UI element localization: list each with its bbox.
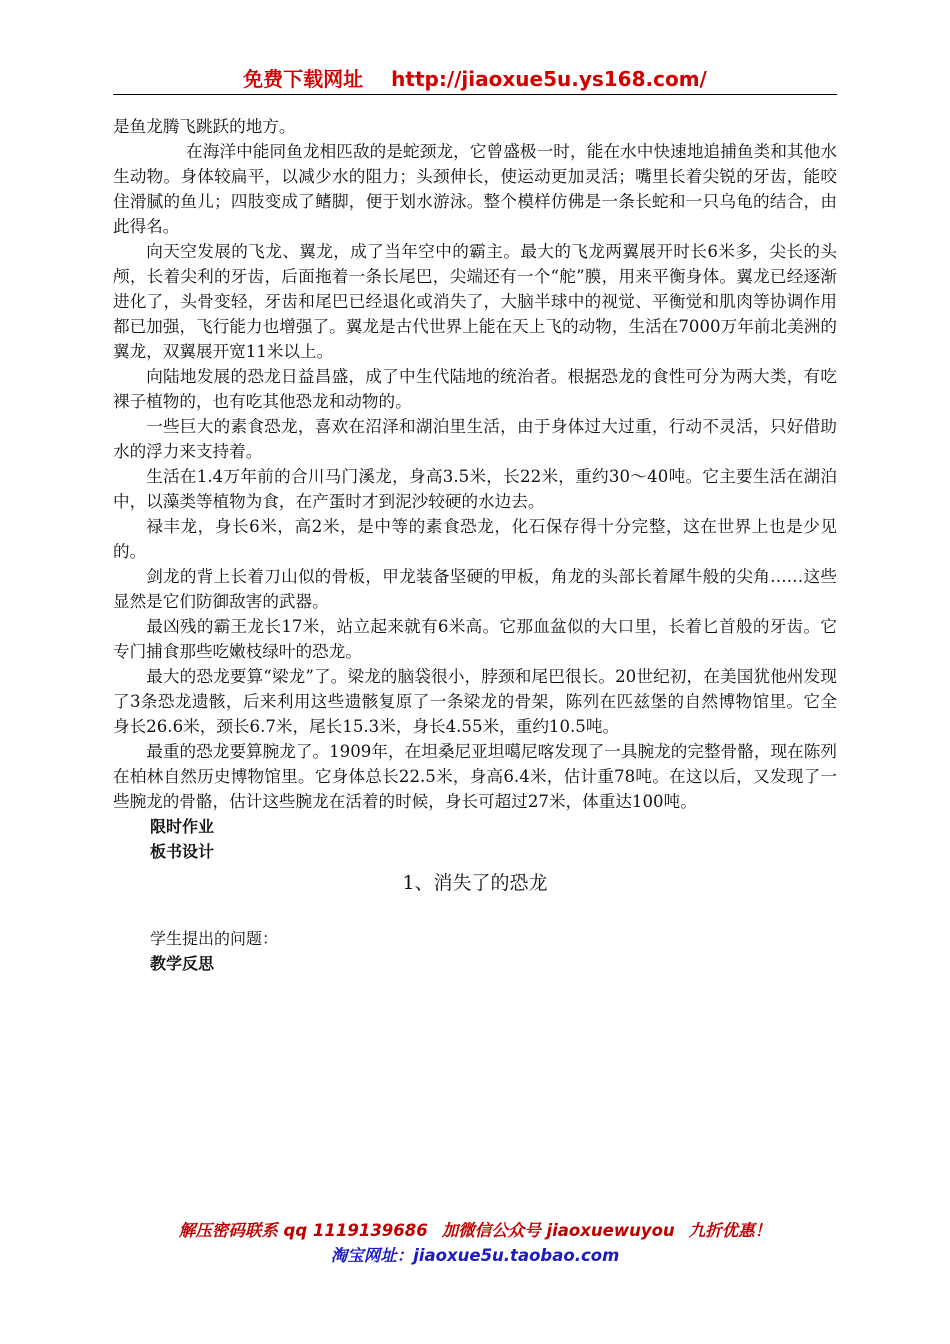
header-label: 免费下载网址: [243, 67, 364, 91]
reflection-heading: 教学反思: [150, 954, 215, 973]
page-header: [113, 64, 837, 95]
homework-heading: 限时作业: [150, 817, 215, 836]
paragraph: 生活在1.4万年前的合川马门溪龙，身高3.5米，长22米，重约30～40吨。它主要生活在湖泊中，以藻类等植物为食，在产蛋时才到泥沙较硬的水边去。: [113, 467, 837, 511]
paragraph: 一些巨大的素食恐龙，喜欢在沼泽和湖泊里生活，由于身体过大过重，行动不灵活，只好借助水的浮力来支持着。: [113, 417, 837, 461]
footer-wechat-text: 加微信公众号 jiaoxuewuyou: [441, 1221, 675, 1240]
student-questions-label: 学生提出的问题：: [150, 929, 279, 948]
board-design-heading: 板书设计: [150, 842, 215, 861]
paragraph: 在海洋中能同鱼龙相匹敌的是蛇颈龙，它曾盛极一时，能在水中快速地追捕鱼类和其他水生动物。身体较扁平，以减少水的阻力；头颈伸长，使运动更加灵活；嘴里长着尖锐的牙齿，能咬住滑腻的鱼儿；四肢变成了鳍脚，便于划水游泳。整个模样仿佛是一条长蛇和一只乌龟的结合，由此得名。: [113, 142, 837, 236]
document-body: [113, 114, 837, 976]
paragraph: 剑龙的背上长着刀山似的骨板，甲龙装备坚硬的甲板，角龙的头部长着犀牛般的尖角……这些显然是它们防御敌害的武器。: [113, 567, 837, 611]
paragraph: 向天空发展的飞龙、翼龙，成了当年空中的霸主。最大的飞龙两翼展开时长6米多，尖长的头颅，长着尖利的牙齿，后面拖着一条长尾巴，尖端还有一个“舵”膜，用来平衡身体。翼龙已经逐渐进化了，头骨变轻，牙齿和尾巴已经退化或消失了，大脑半球中的视觉、平衡觉和肌肉等协调作用都已加强，飞行能力也增强了。翼龙是古代世界上能在天上飞的动物，生活在7000万年前北美洲的翼龙，双翼展开宽11米以上。: [113, 242, 837, 361]
paragraph: 最重的恐龙要算腕龙了。1909年，在坦桑尼亚坦噶尼喀发现了一具腕龙的完整骨骼，现在陈列在柏林自然历史博物馆里。它身体总长22.5米，身高6.4米，估计重78吨。在这以后，又发现了一些腕龙的骨骼，估计这些腕龙在活着的时候，身长可超过27米，体重达100吨。: [113, 742, 837, 811]
header-url-link[interactable]: http://jiaoxue5u.ys168.com/: [391, 67, 707, 91]
paragraph: 禄丰龙，身长6米，高2米，是中等的素食恐龙，化石保存得十分完整，这在世界上也是少见的。: [113, 517, 837, 561]
paragraph: 最凶残的霸王龙长17米，站立起来就有6米高。它那血盆似的大口里，长着匕首般的牙齿。它专门捕食那些吃嫩枝绿叶的恐龙。: [113, 617, 837, 661]
board-title: 1、消失了的恐龙: [402, 872, 548, 894]
paragraph: 最大的恐龙要算“梁龙”了。梁龙的脑袋很小，脖颈和尾巴很长。20世纪初，在美国犹他州发现了3条恐龙遗骸，后来利用这些遗骸复原了一条梁龙的骨架，陈列在匹兹堡的自然博物馆里。它全身长26.6米，颈长6.7米，尾长15.3米，身长4.55米，重约10.5吨。: [113, 667, 837, 736]
footer-line-1: [0, 1218, 950, 1243]
footer-taobao-link[interactable]: 淘宝网址：jiaoxue5u.taobao.com: [330, 1246, 620, 1265]
paragraph: 向陆地发展的恐龙日益昌盛，成了中生代陆地的统治者。根据恐龙的食性可分为两大类，有吃裸子植物的，也有吃其他恐龙和动物的。: [113, 367, 837, 411]
footer-discount-text: 九折优惠！: [688, 1221, 772, 1240]
paragraph: 是鱼龙腾飞跳跃的地方。: [113, 117, 296, 136]
footer-qq-text: 解压密码联系 qq 1119139686: [178, 1221, 428, 1240]
page-footer: [0, 1218, 950, 1268]
